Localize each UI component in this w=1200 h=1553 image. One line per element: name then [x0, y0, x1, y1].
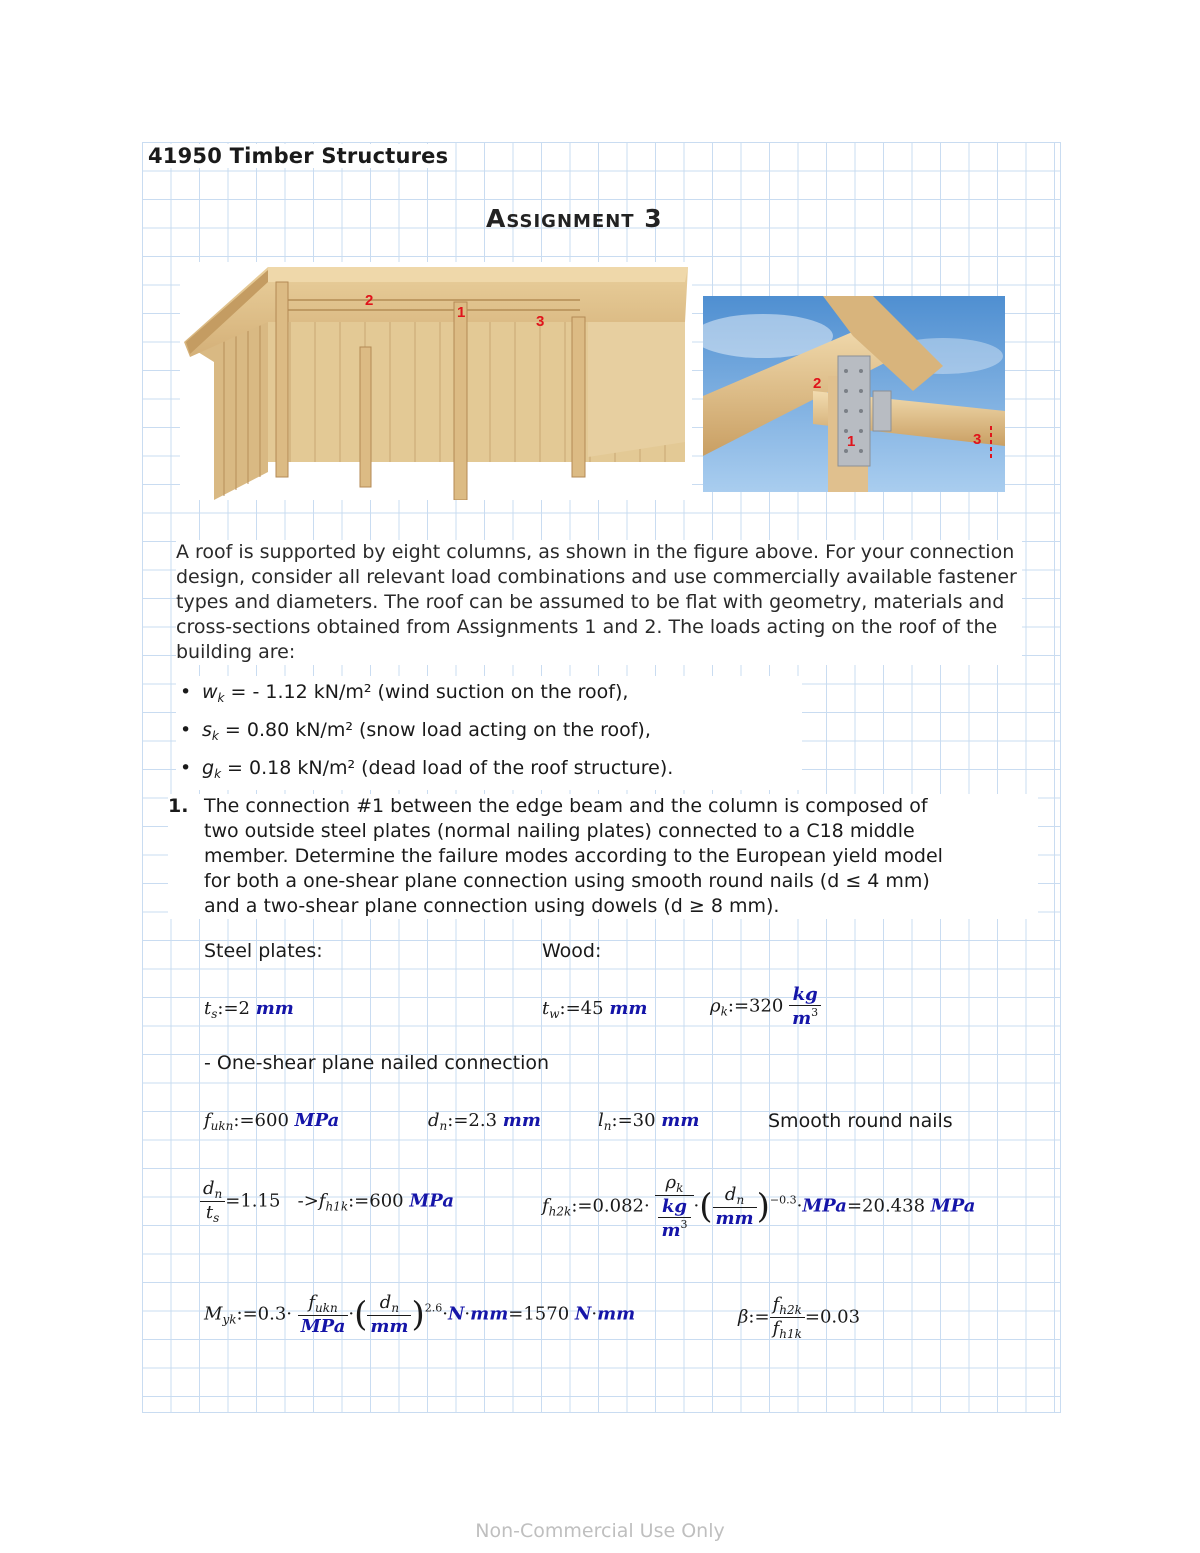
connection-photo [703, 296, 1005, 492]
ln-definition: $l_n:=30$ mm [598, 1110, 700, 1133]
fh2k-expression: $f_{h2k}:=0.082\cdot$ $\frac{\rho_k}{\frac{kg}{m^3}}$ ·( $\frac{d_n}{mm}$ )$^{-0.3}$·MPa=20.438 MPa [542, 1172, 976, 1241]
photo-label-3: 3 [973, 431, 982, 448]
ts-definition: $t_s:=2$ mm [204, 998, 294, 1021]
shed-label-2: 2 [365, 292, 374, 309]
photo-label-1: 1 [847, 433, 856, 450]
question-1-line: two outside steel plates (normal nailing plates) connected to a C18 middle [204, 820, 915, 842]
steel-plates-heading: Steel plates: [204, 940, 323, 962]
load-wind: • $w_k$ = - 1.12 kN/m² (wind suction on the roof), [202, 676, 802, 714]
question-number: 1. [168, 795, 189, 817]
dn-definition: $d_n:=2.3$ mm [428, 1110, 541, 1133]
question-1 [168, 794, 1038, 919]
nail-type-note: Smooth round nails [768, 1110, 953, 1132]
photo-label-2: 2 [813, 375, 822, 392]
rho-definition: $\rho_k:=320$ $\frac{kg}{m^3}$ [710, 984, 821, 1029]
myk-expression: $M_{yk}:=0.3\cdot$ $\frac{f_{ukn}}{\text{MPa}}$ ·( $\frac{d_n}{mm}$ )$^{2.6}$·N·mm=1570 N·mm [204, 1292, 636, 1337]
beta-expression: β:= $\frac{f_{h2k}}{f_{h1k}}$ =0.03 [738, 1294, 861, 1341]
fukn-definition: $f_{ukn}:=600$ MPa [204, 1110, 340, 1133]
ratio-expression: $\frac{d_n}{t_s}$ =1.15 $->f_{h1k}:=600$ MPa [200, 1178, 454, 1225]
question-1-line: for both a one-shear plane connection using smooth round nails (d ≤ 4 mm) [204, 870, 930, 892]
load-dead: • $g_k = 0.18$ kN/m² (dead load of the roof structure). [202, 752, 802, 790]
shed-label-3: 3 [536, 313, 545, 330]
nailed-connection-heading: - One-shear plane nailed connection [204, 1052, 550, 1074]
wood-heading: Wood: [542, 940, 602, 962]
footer-watermark: Non-Commercial Use Only [475, 1520, 725, 1542]
question-1-line: and a two-shear plane connection using dowels (d ≥ 8 mm). [204, 895, 780, 917]
question-1-line: member. Determine the failure modes according to the European yield model [204, 845, 943, 867]
shed-illustration [180, 262, 692, 500]
question-1-line: The connection #1 between the edge beam and the column is composed of [204, 795, 928, 817]
tw-definition: $t_w:=45$ mm [542, 998, 648, 1021]
shed-label-1: 1 [457, 304, 466, 321]
course-title: 41950 Timber Structures [148, 144, 449, 168]
assignment-title: Assignment 3 [486, 204, 663, 233]
loads-list [176, 676, 802, 790]
intro-paragraph: A roof is supported by eight columns, as shown in the figure above. For your connection design, consider all relevant load combinations and use commercially available fastener types and diameters. The roof can be assumed to be flat with geometry, materials and cross-sections obtained from Assignments 1 and 2. The loads acting on the roof of the building are: [176, 540, 1022, 665]
load-snow: • $s_k = 0.80$ kN/m² (snow load acting on the roof), [202, 714, 802, 752]
